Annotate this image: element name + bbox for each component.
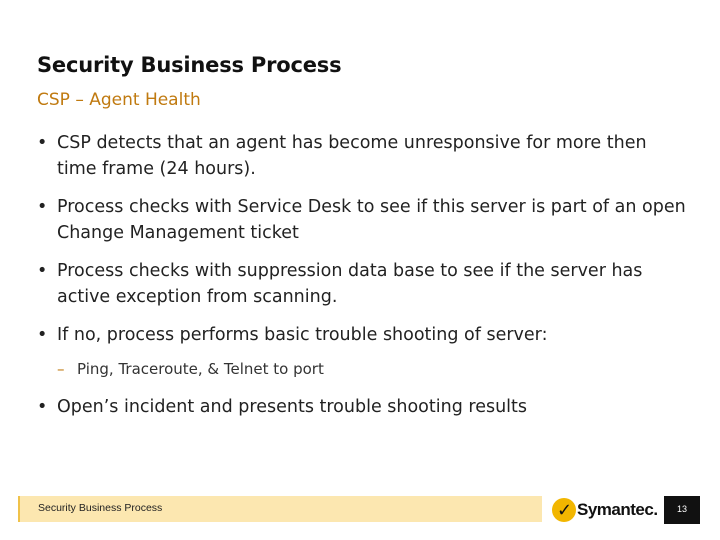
logo-check-icon xyxy=(552,498,576,522)
page-number-box xyxy=(664,496,700,524)
bullet-marker: • xyxy=(37,325,48,345)
bullet-item xyxy=(37,394,687,420)
slide-subtitle: CSP – Agent Health xyxy=(37,90,201,110)
sub-bullet-item xyxy=(37,358,687,380)
page-number: 13 xyxy=(676,504,687,514)
bullet-marker: • xyxy=(37,397,48,417)
symantec-logo xyxy=(552,495,656,525)
slide-title: Security Business Process xyxy=(37,53,342,77)
bullet-text: Open’s incident and presents trouble shooting results xyxy=(57,397,528,417)
bullet-item xyxy=(37,258,687,310)
sub-bullet-text: Ping, Traceroute, & Telnet to port xyxy=(77,360,324,378)
footer-bar xyxy=(18,496,542,522)
logo-text: Symantec. xyxy=(577,500,658,519)
bullet-marker: • xyxy=(37,261,48,281)
footer-label: Security Business Process xyxy=(38,502,163,514)
logo-checkmark: ✓ xyxy=(557,500,573,521)
bullet-list xyxy=(37,130,687,432)
bullet-marker: • xyxy=(37,197,48,217)
bullet-text: Process checks with Service Desk to see if this server is part of an open Change Management ticket xyxy=(57,197,686,243)
bullet-text: CSP detects that an agent has become unresponsive for more then time frame (24 hours). xyxy=(57,133,647,179)
bullet-text: If no, process performs basic trouble shooting of server: xyxy=(57,325,548,345)
bullet-text: Process checks with suppression data base to see if the server has active exception from scanning. xyxy=(57,261,643,307)
bullet-marker: • xyxy=(37,133,48,153)
bullet-item xyxy=(37,130,687,182)
bullet-item xyxy=(37,322,687,348)
sub-bullet-marker: – xyxy=(57,360,65,378)
bullet-item xyxy=(37,194,687,246)
